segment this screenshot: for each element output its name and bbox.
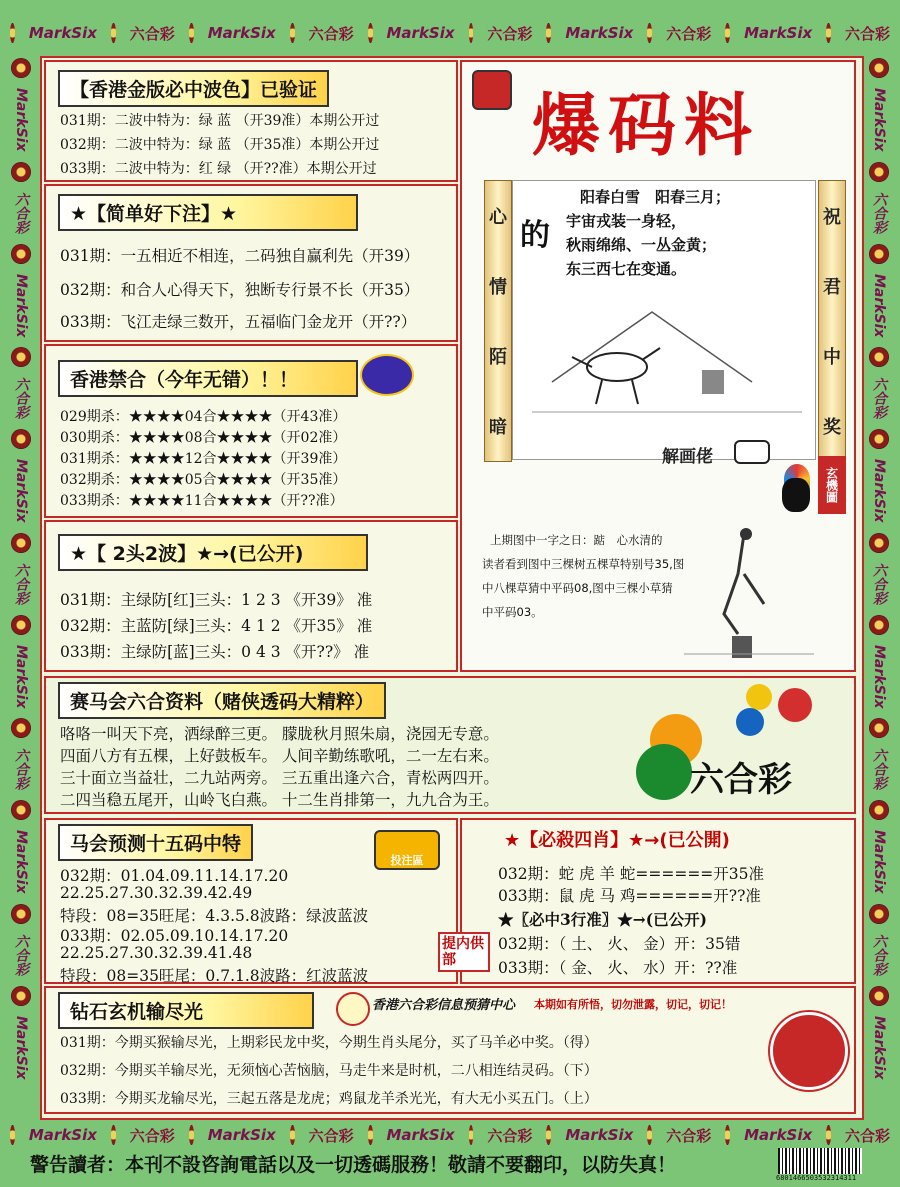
ewin-badge: 投注區 [374, 830, 440, 870]
poem-line: 东三西七在变通。 [566, 260, 687, 278]
hand-icon [734, 440, 770, 464]
flower-icon [826, 23, 831, 43]
flower-icon [10, 1125, 15, 1145]
list-item: 032期杀：★★★★05合★★★★（开35准） [60, 472, 347, 488]
right-border [864, 58, 894, 1116]
list-item: 032期：01.04.09.11.14.17.20 [60, 867, 289, 885]
bottom-border [0, 1116, 900, 1154]
flower-icon [10, 23, 15, 43]
section-title: 赛马会六合资料（赌侠透码大精粹） [58, 682, 386, 719]
section-title: ★【必殺四肖】★→(已公開) [504, 830, 730, 851]
scroll-char: 陌 [489, 347, 507, 368]
flower-icon [869, 533, 889, 553]
list-item: 033期：今期买龙输尽光，三起五落是龙虎；鸡鼠龙羊杀光光，有大无小买五门。（上） [60, 1091, 598, 1107]
section-15-codes [44, 818, 458, 984]
flower-icon [869, 347, 889, 367]
brand-label: 六合彩 [13, 377, 29, 420]
left-border [6, 58, 36, 1116]
list-item: 033期杀：★★★★11合★★★★（开??准） [60, 493, 344, 509]
brand-label: MarkSix [871, 459, 887, 523]
ball-icon [636, 744, 692, 800]
brand-label: MarkSix [871, 1015, 887, 1080]
brand-label: MarkSix [744, 1126, 813, 1144]
flower-icon [869, 162, 889, 182]
scroll-char: 奖 [823, 417, 841, 438]
flower-icon [11, 986, 31, 1006]
brand-label: MarkSix [386, 1126, 455, 1144]
flower-icon [11, 904, 31, 924]
list-item: 22.25.27.30.32.39.42.49 [60, 884, 253, 902]
flower-icon [826, 1125, 831, 1145]
brand-label: 六合彩 [13, 933, 29, 976]
brand-label: 六合彩 [871, 748, 887, 791]
brand-label: MarkSix [207, 24, 276, 42]
scroll-char: 祝 [823, 207, 841, 228]
section-2head-2wave [44, 520, 458, 672]
scroll-char: 君 [823, 277, 841, 298]
list-item: 033期：飞江走绿三数开，五福临门金龙开（开??） [60, 313, 417, 331]
brand-label: MarkSix [28, 24, 97, 42]
flower-icon [869, 904, 889, 924]
brand-label: MarkSix [565, 24, 634, 42]
brand-label: 六合彩 [871, 562, 887, 605]
inside-tag: 提内供部 [438, 932, 490, 972]
flower-icon [647, 1125, 652, 1145]
verse-line: 二四当稳五尾开，山岭飞白燕。 十二生肖排第一，九九合为王。 [60, 791, 499, 809]
scroll-char: 暗 [489, 417, 507, 438]
brand-label: 六合彩 [487, 1126, 533, 1145]
face-icon [782, 478, 810, 512]
scroll-char: 情 [489, 277, 507, 298]
top-border [0, 14, 900, 52]
flower-icon [290, 23, 295, 43]
flower-icon [11, 800, 31, 820]
jie-hua-label: 解画佬 [662, 447, 713, 467]
flower-icon [469, 1125, 474, 1145]
brand-label: MarkSix [13, 459, 29, 523]
section-simple-bet [44, 184, 458, 342]
poem-line: 宇宙戎装一身轻， [566, 212, 687, 230]
flower-icon [11, 58, 31, 78]
flower-icon [111, 1125, 116, 1145]
flower-icon [11, 533, 31, 553]
brand-label: MarkSix [28, 1126, 97, 1144]
flower-icon [469, 23, 474, 43]
section-must-kill [442, 818, 856, 984]
brand-label: 六合彩 [666, 24, 712, 43]
list-item: 033期：二波中特为：红 绿 （开??准）本期公开过 [60, 161, 377, 177]
list-item: 032期：二波中特为：绿 蓝 （开35准）本期公开过 [60, 137, 380, 153]
caption-line: 中八棵草猜中平码08,图中三棵小草猜 [482, 581, 673, 595]
flower-icon [725, 1125, 730, 1145]
flower-icon [11, 718, 31, 738]
logo-icon [472, 70, 512, 110]
brand-label: 六合彩 [871, 191, 887, 234]
brand-label: MarkSix [13, 88, 29, 152]
section-title: ★【 2头2波】★→(已公开) [58, 534, 368, 571]
scroll-left [484, 180, 512, 462]
bauhinia-seal-icon [770, 1012, 848, 1090]
flower-icon [11, 429, 31, 449]
brand-label: 六合彩 [129, 24, 175, 43]
list-item: 特段：08=35旺尾：0.7.1.8波路：红波蓝波 [60, 967, 369, 985]
brand-label: 六合彩 [13, 562, 29, 605]
list-item: 031期：主绿防[红]三头：1 2 3 《开39》 准 [60, 591, 373, 609]
brand-label: 六合彩 [308, 24, 354, 43]
caption-line: 上期图中一字之日：踮 心水清的 [490, 533, 663, 547]
barcode-number: 6801466503532314311 [776, 1174, 857, 1182]
brand-label: MarkSix [871, 830, 887, 894]
list-item: 033期：主绿防[蓝]三头：0 4 3 《开??》 准 [60, 643, 370, 661]
flower-icon [869, 429, 889, 449]
list-item: 032期：和合人心得天下，独断专行景不长（开35） [60, 281, 420, 299]
brand-label: MarkSix [13, 273, 29, 338]
section-title: 香港禁合（今年无错）！！ [58, 360, 358, 397]
page-title: 爆码料 [532, 86, 761, 166]
list-item: 特段：08=35旺尾：4.3.5.8波路：绿波蓝波 [60, 907, 369, 925]
flower-icon [11, 347, 31, 367]
lottery-logo: 六合彩 [690, 760, 792, 800]
flower-icon [11, 244, 31, 264]
section-title: 钻石玄机输尽光 [58, 992, 314, 1029]
section-title: ★【简单好下注】★ [58, 194, 358, 231]
center-name: 香港六合彩信息预猜中心 [372, 998, 516, 1013]
caption-line: 中平码03。 [482, 605, 543, 619]
flower-icon [290, 1125, 295, 1145]
section-hk-gold [44, 60, 458, 182]
flower-icon [11, 162, 31, 182]
flower-icon [869, 800, 889, 820]
list-item: 032期：今期买羊输尽光，无须恼心苦恼脑，马走牛来是时机，二八相连结灵码。（下） [60, 1063, 598, 1079]
section-horse-club [44, 676, 856, 814]
brand-label: MarkSix [13, 644, 29, 709]
brand-label: 六合彩 [845, 24, 891, 43]
ball-icon [736, 708, 764, 736]
list-item: 031期：二波中特为：绿 蓝 （开39准）本期公开过 [60, 113, 380, 129]
flower-icon [869, 244, 889, 264]
flower-icon [725, 23, 730, 43]
brand-label: 六合彩 [129, 1126, 175, 1145]
brand-label: 六合彩 [871, 933, 887, 976]
notice-text: 本期如有所悟，切勿泄露，切记，切记！ [534, 998, 732, 1011]
flower-icon [546, 23, 551, 43]
flower-icon [869, 718, 889, 738]
brand-label: MarkSix [744, 24, 813, 42]
brand-label: 六合彩 [13, 191, 29, 234]
ball-icon [778, 688, 812, 722]
verse-line: 三十面立当益壮，二九站两旁。 三五重出逢六合，青松两四开。 [60, 769, 499, 787]
flower-icon [111, 23, 116, 43]
warning-text: 警告讀者：本刊不設咨詢電話以及一切透碼服務！敬請不要翻印，以防失真！ [30, 1154, 677, 1176]
brand-label: MarkSix [13, 1015, 29, 1080]
brand-label: MarkSix [386, 24, 455, 42]
list-item: 032期：主蓝防[绿]三头：4 1 2 《开35》 准 [60, 617, 373, 635]
poem-line: 秋雨绵绵、一丛金黄； [566, 236, 717, 254]
section-title: 【香港金版必中波色】已验证 [58, 70, 329, 107]
brand-label: 六合彩 [13, 748, 29, 791]
brand-label: MarkSix [871, 88, 887, 152]
barcode-icon [778, 1148, 862, 1174]
highlight-char: 的 [520, 218, 550, 253]
brand-label: MarkSix [871, 644, 887, 709]
flower-icon [11, 615, 31, 635]
list-item: 033期：鼠 虎 马 鸡======开??准 [498, 887, 761, 905]
flower-icon [869, 986, 889, 1006]
brand-label: MarkSix [565, 1126, 634, 1144]
sub-title: ★〖必中3行准〗★→(已公开) [498, 910, 707, 929]
section-title: 马会预测十五码中特 [58, 824, 253, 861]
brand-label: MarkSix [871, 273, 887, 338]
list-item: 22.25.27.30.32.39.41.48 [60, 944, 253, 962]
list-item: 032期：蛇 虎 羊 蛇======开35准 [498, 865, 765, 883]
flower-icon [189, 1125, 194, 1145]
section-hk-ban [44, 344, 458, 518]
flower-icon [368, 23, 373, 43]
ink-drawing [532, 292, 802, 442]
caption-line: 读者看到图中三棵树五棵草特别号35,图 [482, 557, 685, 571]
list-item: 029期杀：★★★★04合★★★★（开43准） [60, 409, 347, 425]
scroll-right [818, 180, 846, 462]
picture-panel [460, 60, 856, 672]
list-item: 033期：（ 金、 火、 水）开：??准 [498, 959, 738, 977]
ball-icon [746, 684, 772, 710]
flower-icon [647, 23, 652, 43]
flower-icon [869, 58, 889, 78]
flower-icon [869, 615, 889, 635]
emblem-icon [336, 992, 370, 1026]
brand-label: 六合彩 [871, 377, 887, 420]
flower-icon [546, 1125, 551, 1145]
verse-line: 咯咯一叫天下亮，洒绿醉三更。 朦胧秋月照朱扇，浇园无专意。 [60, 725, 499, 743]
list-item: 031期：一五相近不相连，二码独自赢利先（开39） [60, 247, 420, 265]
list-item: 033期：02.05.09.10.14.17.20 [60, 927, 289, 945]
brand-label: MarkSix [207, 1126, 276, 1144]
flower-icon [368, 1125, 373, 1145]
section-diamond [44, 986, 856, 1114]
verse-line: 四面八方有五棵，上好鼓板车。 人间辛勤练歌吼，二一左右来。 [60, 747, 499, 765]
list-item: 030期杀：★★★★08合★★★★（开02准） [60, 430, 347, 446]
list-item: 032期：（ 土、 火、 金）开：35错 [498, 935, 741, 953]
scroll-char: 心 [489, 207, 507, 228]
list-item: 031期：今期买猴输尽光，上期彩民龙中奖，今期生肖头尾分，买了马羊必中奖。（得） [60, 1035, 598, 1051]
figure-drawing [684, 524, 814, 664]
scroll-char: 中 [823, 347, 841, 368]
flower-icon [189, 23, 194, 43]
poem-line: 阳春白雪 阳春三月； [580, 188, 731, 206]
brand-label: MarkSix [13, 830, 29, 894]
xuan-ji-badge: 玄機圖 [818, 456, 846, 514]
brand-label: 六合彩 [666, 1126, 712, 1145]
brand-label: 六合彩 [308, 1126, 354, 1145]
brand-label: 六合彩 [487, 24, 533, 43]
list-item: 031期杀：★★★★12合★★★★（开39准） [60, 451, 347, 467]
emblem-icon [360, 354, 414, 396]
brand-label: 六合彩 [845, 1126, 891, 1145]
